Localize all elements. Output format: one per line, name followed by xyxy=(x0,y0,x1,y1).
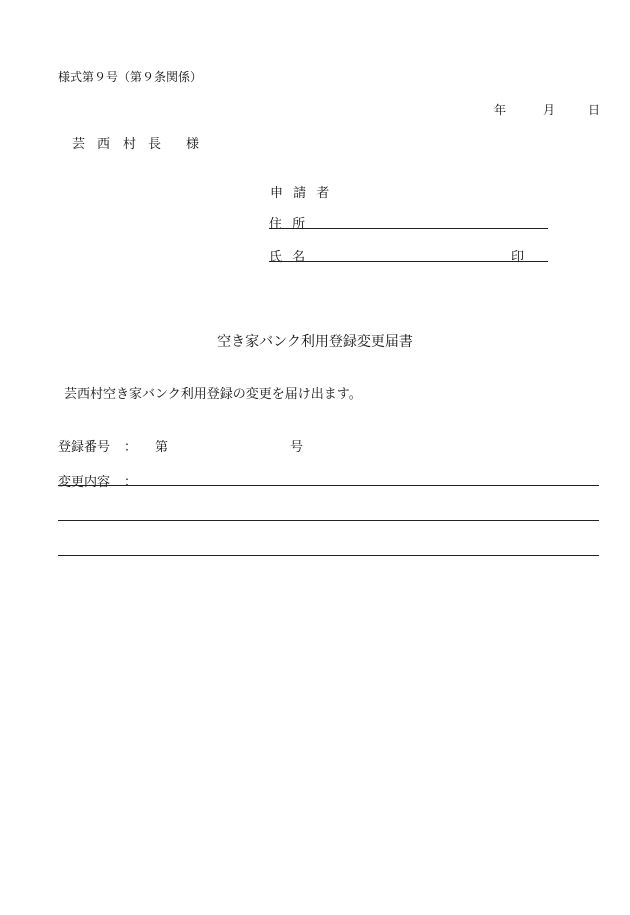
change-colon: ： xyxy=(124,475,138,490)
document-title: 空き家バンク利用登録変更届書 xyxy=(217,334,413,350)
date-year-label: 年 xyxy=(494,103,507,117)
address-line xyxy=(269,228,548,229)
change-line-3 xyxy=(58,555,599,556)
change-line-2 xyxy=(58,520,599,521)
date-day-label: 日 xyxy=(588,103,601,117)
registration-suffix: 号 xyxy=(290,440,304,455)
registration-colon: ： xyxy=(124,440,138,455)
seal-label: 印 xyxy=(511,250,525,265)
addressee-part: 長 xyxy=(148,137,162,152)
change-label: 変更内容 xyxy=(58,475,111,490)
name-line xyxy=(269,261,548,262)
name-label: 氏 名 xyxy=(269,250,309,265)
change-line-1 xyxy=(58,485,599,486)
applicant-heading: 申 請 者 xyxy=(270,186,333,201)
registration-prefix: 第 xyxy=(155,440,169,455)
addressee-part: 芸 xyxy=(72,137,86,152)
address-label: 住 所 xyxy=(269,217,309,232)
registration-label: 登録番号 xyxy=(58,440,111,455)
addressee-part: 様 xyxy=(186,137,200,152)
addressee-part: 西 xyxy=(97,137,111,152)
addressee xyxy=(72,133,199,152)
date-month-label: 月 xyxy=(543,103,556,117)
form-number: 様式第９号（第９条関係） xyxy=(58,70,203,84)
addressee-part: 村 xyxy=(123,137,137,152)
body-text: 芸西村空き家バンク利用登録の変更を届け出ます。 xyxy=(64,387,362,402)
